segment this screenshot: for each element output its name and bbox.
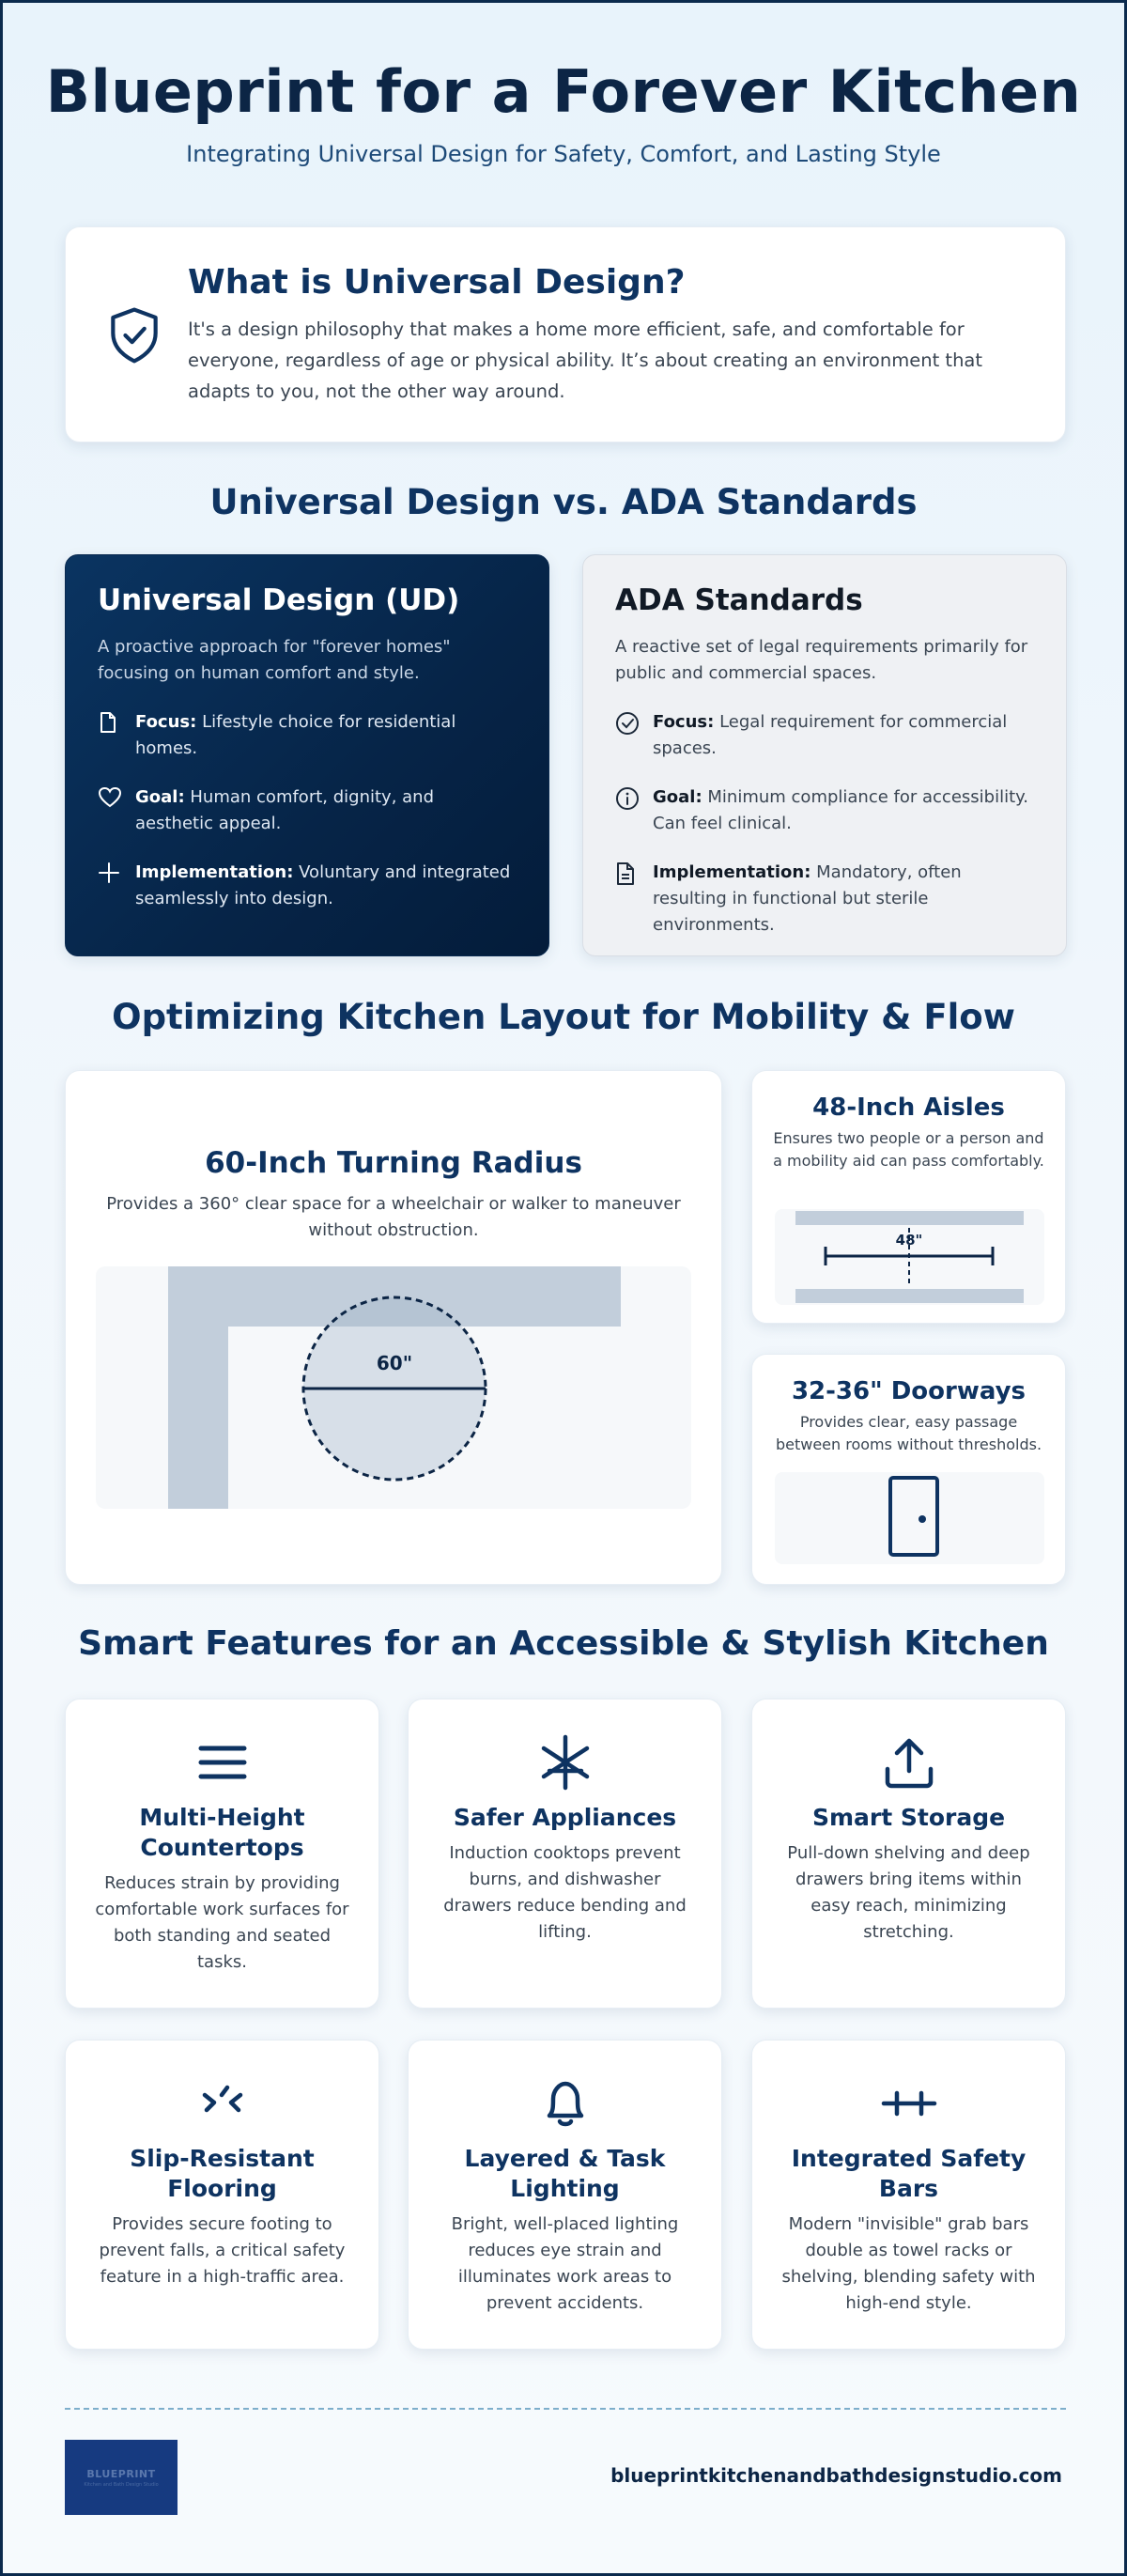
turning-radius-card bbox=[65, 1070, 722, 1585]
ada-title: ADA Standards bbox=[615, 583, 863, 617]
feature-desc: Bright, well-placed lighting reduces eye strain and illuminates work areas to prevent accidents. bbox=[451, 2214, 679, 2313]
aisles-diagram bbox=[775, 1209, 1044, 1305]
feature-title: Smart Storage bbox=[811, 1804, 1006, 1831]
file-text-icon bbox=[615, 861, 636, 886]
feature-title: Integrated Safety Bars bbox=[791, 2145, 1027, 2202]
feature-slip-resistant-flooring bbox=[65, 2040, 379, 2350]
turning-radius-diagram bbox=[96, 1266, 691, 1509]
shield-check-icon bbox=[107, 306, 162, 365]
doorways-desc: Provides clear, easy passage between rooms without thresholds. bbox=[775, 1413, 1042, 1453]
what-is-card bbox=[65, 226, 1066, 442]
aisles-measure: 48" bbox=[895, 1232, 923, 1249]
doorways-card bbox=[751, 1354, 1066, 1585]
feature-desc: Induction cooktops prevent burns, and dishwasher drawers reduce bending and lifting. bbox=[443, 1843, 687, 1942]
turning-measure: 60" bbox=[376, 1352, 413, 1374]
info-circle-icon bbox=[615, 786, 640, 811]
bell-icon bbox=[536, 2074, 594, 2133]
features-title: Smart Features for an Accessible & Stylish Kitchen bbox=[78, 1624, 1049, 1663]
layout-title: Optimizing Kitchen Layout for Mobility & Flow bbox=[112, 997, 1015, 1037]
ada-focus: Focus: Legal requirement for commercial spaces. bbox=[615, 709, 1034, 762]
doorways-title: 32-36" Doorways bbox=[791, 1377, 1027, 1405]
what-is-title: What is Universal Design? bbox=[188, 263, 686, 302]
ada-implementation: Implementation: Mandatory, often resulting in functional but sterile environments. bbox=[615, 860, 1034, 939]
header bbox=[3, 57, 1124, 167]
universal-design-card bbox=[65, 554, 549, 956]
ada-goal: Goal: Minimum compliance for accessibility. Can feel clinical. bbox=[615, 784, 1034, 837]
upload-icon bbox=[880, 1733, 938, 1792]
ud-desc: A proactive approach for "forever homes" focusing on human comfort and style. bbox=[98, 637, 451, 683]
feature-safer-appliances bbox=[408, 1699, 722, 2009]
turning-radius-title: 60-Inch Turning Radius bbox=[205, 1146, 582, 1180]
page-subtitle: Integrating Universal Design for Safety, Comfort, and Lasting Style bbox=[186, 141, 941, 167]
feature-integrated-safety-bars bbox=[751, 2040, 1066, 2350]
feature-title: Multi-Height Countertops bbox=[139, 1804, 305, 1861]
counter-side bbox=[168, 1266, 228, 1509]
shrink-arrows-icon bbox=[193, 2074, 252, 2133]
feature-title: Safer Appliances bbox=[453, 1804, 677, 1831]
grab-bar-icon bbox=[880, 2074, 938, 2133]
feature-multi-height-countertops bbox=[65, 1699, 379, 2009]
document-icon bbox=[98, 711, 118, 734]
ada-standards-card bbox=[582, 554, 1067, 956]
turning-radius-desc: Provides a 360° clear space for a wheelchair or walker to maneuver without obstruction. bbox=[106, 1194, 681, 1240]
feature-desc: Pull-down shelving and deep drawers bring items within easy reach, minimizing stretching. bbox=[787, 1843, 1030, 1942]
aisles-card bbox=[751, 1070, 1066, 1324]
aisles-title: 48-Inch Aisles bbox=[812, 1094, 1005, 1122]
company-logo: BLUEPRINT Kitchen and Bath Design Studio bbox=[65, 2440, 178, 2515]
what-is-text: It's a design philosophy that makes a home more efficient, safe, and comfortable for everyone, regardless of age or physical ability. It’s about creating an environment that adapts to you, not the other way around. bbox=[188, 318, 983, 402]
feature-layered-task-lighting bbox=[408, 2040, 722, 2350]
feature-desc: Reduces strain by providing comfortable work surfaces for both standing and seated tasks. bbox=[95, 1873, 349, 1972]
feature-title: Layered & Task Lighting bbox=[464, 2145, 666, 2202]
comparison-title: Universal Design vs. ADA Standards bbox=[209, 482, 918, 522]
ud-title: Universal Design (UD) bbox=[98, 583, 460, 617]
ada-desc: A reactive set of legal requirements primarily for public and commercial spaces. bbox=[615, 637, 1028, 683]
feature-desc: Modern "invisible" grab bars double as towel racks or shelving, blending safety with high-end style. bbox=[781, 2214, 1036, 2313]
feature-desc: Provides secure footing to prevent falls, a critical safety feature in a high-traffic area. bbox=[99, 2214, 346, 2287]
page-title: Blueprint for a Forever Kitchen bbox=[45, 57, 1082, 126]
doorways-diagram bbox=[775, 1472, 1044, 1564]
feature-smart-storage bbox=[751, 1699, 1066, 2009]
feature-title: Slip-Resistant Flooring bbox=[130, 2145, 315, 2202]
layers-lines-icon bbox=[193, 1733, 252, 1792]
heart-icon bbox=[98, 786, 122, 809]
website-link[interactable]: blueprintkitchenandbathdesignstudio.com bbox=[610, 2464, 1062, 2487]
ud-goal: Goal: Human comfort, dignity, and aesthetic appeal. bbox=[98, 784, 517, 837]
ud-implementation: Implementation: Voluntary and integrated seamlessly into design. bbox=[98, 860, 517, 912]
footer-divider bbox=[65, 2408, 1066, 2410]
ud-focus: Focus: Lifestyle choice for residential homes. bbox=[98, 709, 517, 762]
sparkle-icon bbox=[98, 861, 120, 884]
check-circle-icon bbox=[615, 711, 640, 736]
aisles-desc: Ensures two people or a person and a mobility aid can pass comfortably. bbox=[773, 1129, 1044, 1170]
snowflake-cooktop-icon bbox=[536, 1733, 594, 1792]
